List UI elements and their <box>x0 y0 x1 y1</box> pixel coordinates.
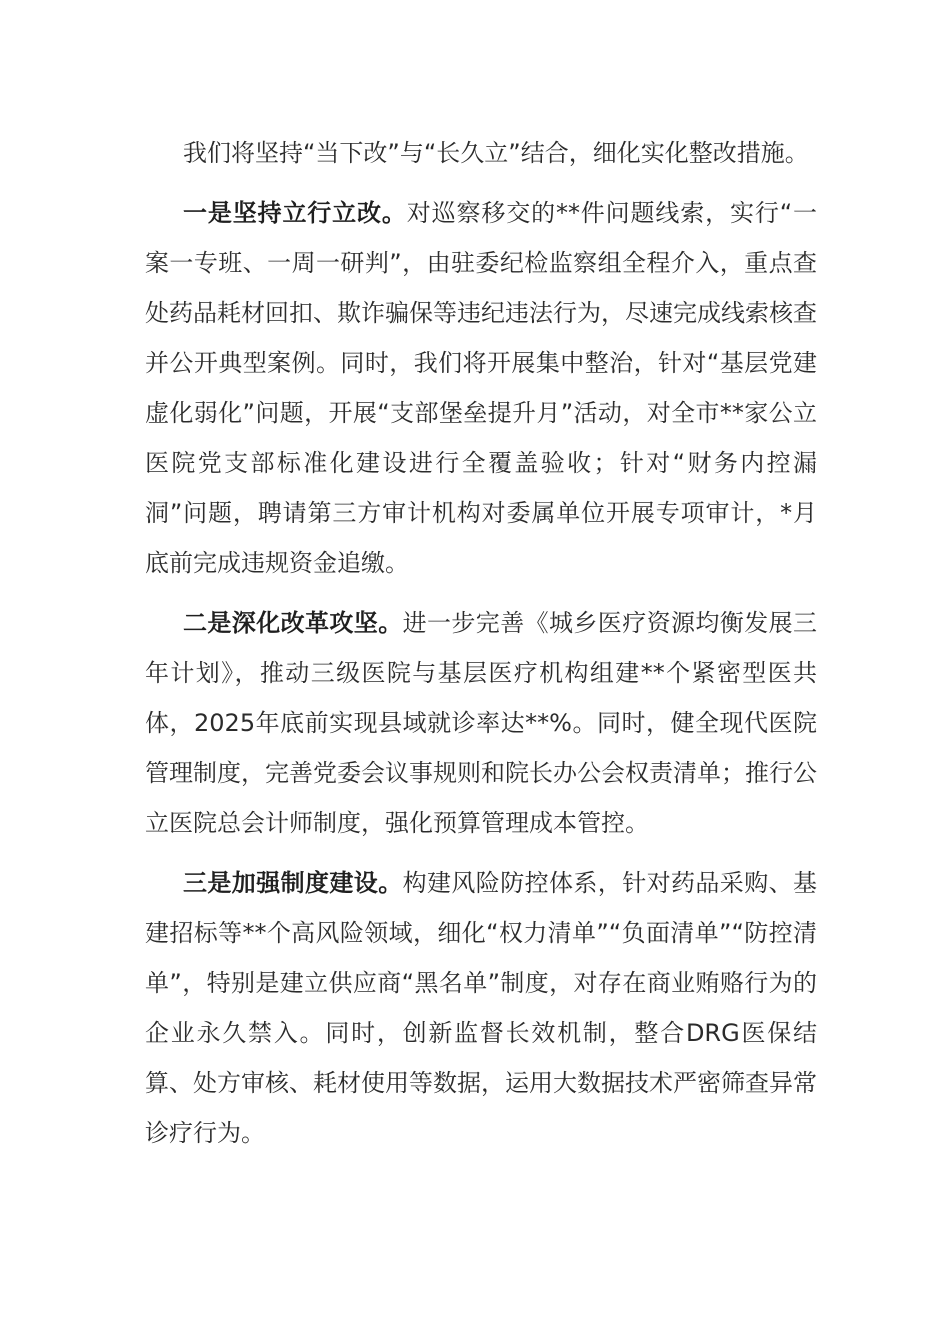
paragraph-text: 对巡察移交的**件问题线索，实行“一案一专班、一周一研判”，由驻委纪检监察组全程介入，重点查处药品耗材回扣、欺诈骗保等违纪违法行为，尽速完成线索核查并公开典型案例。同时，我们将开展集中整治，针对“基层党建虚化弱化”问题，开展“支部堡垒提升月”活动，对全市**家公立医院党支部标准化建设进行全覆盖验收；针对“财务内控漏洞”问题，聘请第三方审计机构对委属单位开展专项审计，*月底前完成违规资金追缴。 <box>145 199 817 577</box>
paragraph-intro <box>145 128 817 178</box>
paragraph-item-3 <box>145 858 817 1158</box>
paragraph-text: 我们将坚持“当下改”与“长久立”结合，细化实化整改措施。 <box>183 139 809 167</box>
paragraph-text: 进一步完善《城乡医疗资源均衡发展三年计划》，推动三级医院与基层医疗机构组建**个紧密型医共体，2025年底前实现县域就诊率达**%。同时，健全现代医院管理制度，完善党委会议事规则和院长办公会权责清单；推行公立医院总会计师制度，强化预算管理成本管控。 <box>145 609 818 837</box>
paragraph-item-1 <box>145 188 817 588</box>
paragraph-text: 构建风险防控体系，针对药品采购、基建招标等**个高风险领域，细化“权力清单”“负面清单”“防控清单”，特别是建立供应商“黑名单”制度，对存在商业贿赂行为的企业永久禁入。同时，创新监督长效机制，整合DRG医保结算、处方审核、耗材使用等数据，运用大数据技术严密筛查异常诊疗行为。 <box>145 869 818 1147</box>
paragraph-item-2 <box>145 598 817 848</box>
paragraph-lead: 一是坚持立行立改。 <box>183 199 407 227</box>
paragraph-lead: 二是深化改革攻坚。 <box>183 609 403 637</box>
paragraph-lead: 三是加强制度建设。 <box>183 869 403 897</box>
document-body <box>145 128 817 1168</box>
